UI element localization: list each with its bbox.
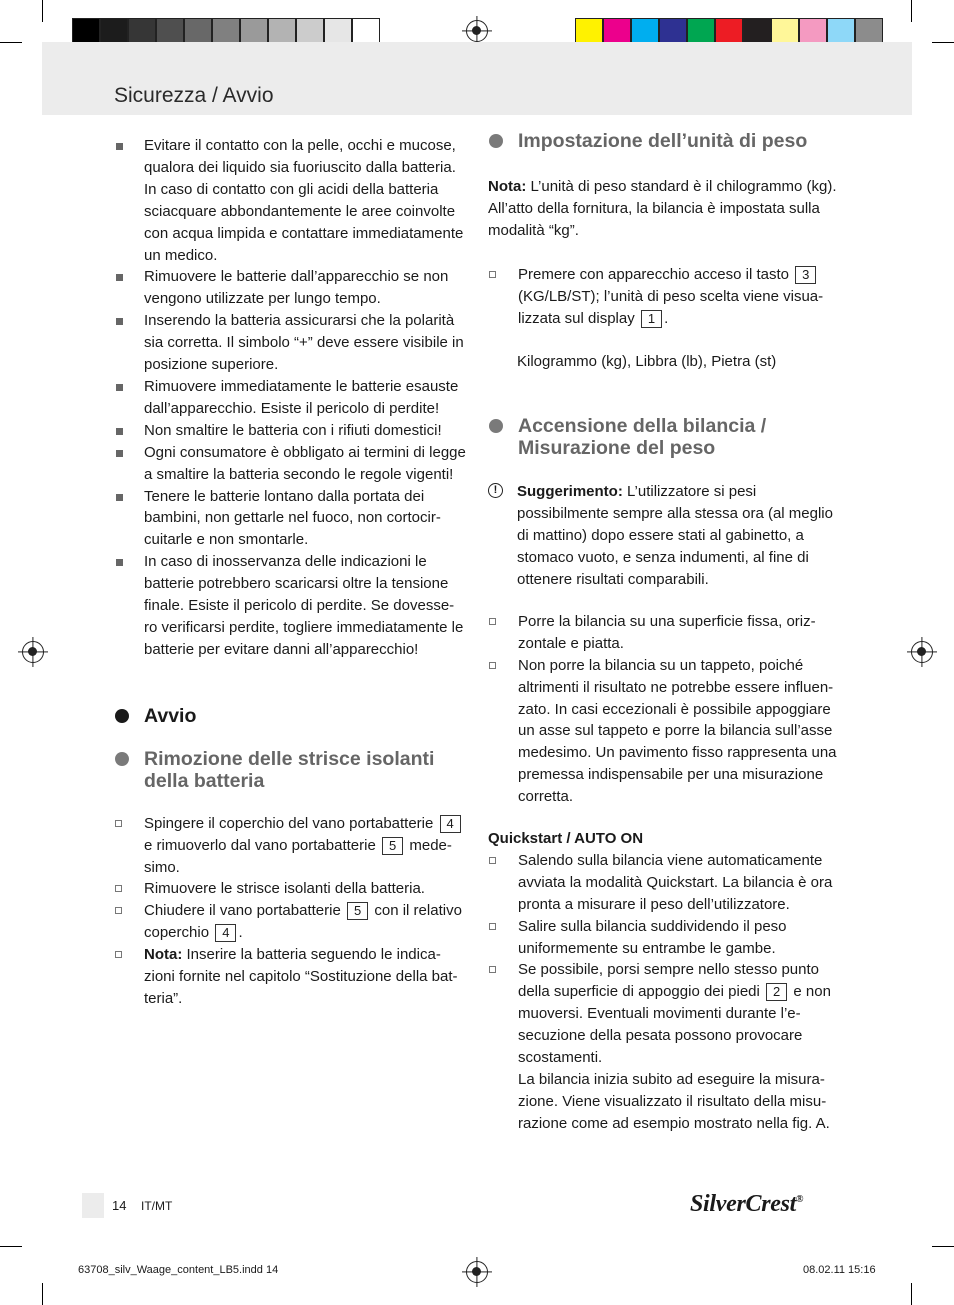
part-number-badge: 2 [766, 983, 787, 1001]
tip-block: ! Suggerimento: L’utilizzatore si pesi possibilmente sempre alla stessa ora (al meglio di mattino) dopo essere stati al gabinetto, a stomaco vuoto, e senza indumenti, al fine di ottenere risultati comparabili. [488, 481, 840, 591]
crop-mark [911, 0, 912, 22]
registration-mark-icon [911, 641, 933, 663]
part-number-badge: 4 [440, 815, 461, 833]
list-item: Porre la bilancia su una superficie fissa, oriz-zontale e piatta. [488, 611, 840, 655]
list-item: Ogni consumatore è obbligato ai termini di legge a smaltire la batteria secondo le regole vigenti! [114, 442, 466, 486]
list-item: Non smaltire le batteria con i rifiuti domestici! [114, 420, 466, 442]
registration-mark-icon [22, 641, 44, 663]
note-label: Nota: [488, 178, 527, 195]
list-item: Non porre la bilancia su un tappeto, poiché altrimenti il risultato ne potrebbe essere influen-zato. In casi eccezionali è possibile appoggiare un asse sul tappeto e porre la bilancia sull’asse medesimo. Un pavimento fisso rappresenta una premessa indispensabile per una misurazione corretta. [488, 655, 840, 808]
crop-mark [0, 42, 22, 43]
tip-label: Suggerimento: [517, 483, 623, 501]
battery-safety-list [114, 135, 466, 661]
crop-mark [42, 1283, 43, 1305]
part-number-badge: 1 [641, 310, 662, 328]
list-item: Rimuovere le batterie dall’apparecchio se non vengono utilizzate per lungo tempo. [114, 266, 466, 310]
crop-mark [932, 42, 954, 43]
list-item: Salendo sulla bilancia viene automaticamente avviata la modalità Quickstart. La bilancia è ora pronta a misurare il peso dell’utilizzatore. [488, 850, 840, 916]
list-item: Premere con apparecchio acceso il tasto 3 (KG/LB/ST); l’unità di peso scelta viene visua-lizzata sul display 1 . [488, 264, 840, 330]
date-info: 08.02.11 15:16 [803, 1264, 876, 1276]
list-item: Evitare il contatto con la pelle, occhi e mucose, qualora dei liquido sia fuoriuscito dalla batteria. In caso di contatto con gli acidi della batteria sciacquare abbondantemente le aree coinvolte con acqua limpida e contattare immediatamente un medico. [114, 135, 466, 266]
crop-mark [0, 1246, 22, 1247]
weight-unit-steps [488, 264, 840, 330]
weight-unit-heading: Impostazione dell’unità di peso [488, 130, 840, 152]
placement-list [488, 611, 840, 808]
quickstart-steps [488, 850, 840, 1135]
power-on-heading: Accensione della bilancia / Misurazione del peso [488, 415, 840, 459]
crop-mark [911, 1283, 912, 1305]
crop-mark [932, 1246, 954, 1247]
page-title: Sicurezza / Avvio [114, 84, 274, 107]
note-label: Nota: [144, 946, 183, 964]
unit-options: Kilogrammo (kg), Libbra (lb), Pietra (st) [517, 353, 777, 371]
quickstart-heading: Quickstart / AUTO ON [488, 830, 644, 848]
strip-removal-steps [114, 813, 466, 1010]
page-number: 14 [112, 1198, 127, 1213]
part-number-badge: 5 [347, 902, 368, 920]
brand-logo: SilverCrest® [690, 1191, 804, 1217]
language-code: IT/MT [141, 1199, 173, 1213]
list-item: In caso di inosservanza delle indicazioni le batterie potrebbero scaricarsi oltre la tensione finale. Esiste il pericolo di perdite. Se dovesse-ro verificarsi perdite, togliere immediatamente le batterie per evitare danni all’apparecchio! [114, 551, 466, 661]
list-item: Salire sulla bilancia suddividendo il peso uniformemente su entrambe le gambe. [488, 916, 840, 960]
list-item: Nota: Inserire la batteria seguendo le indica-zioni fornite nel capitolo “Sostituzione della bat-teria”. [114, 944, 466, 1010]
file-info: 63708_silv_Waage_content_LB5.indd 14 [78, 1264, 279, 1276]
strip-removal-heading: Rimozione delle strisce isolanti della batteria [114, 748, 466, 792]
page-number-tab [82, 1193, 104, 1218]
list-item: Rimuovere immediatamente le batterie esauste dall’apparecchio. Esiste il pericolo di perdite! [114, 376, 466, 420]
part-number-badge: 3 [795, 266, 816, 284]
list-item: Rimuovere le strisce isolanti della batteria. [114, 878, 466, 900]
crop-mark [42, 0, 43, 22]
weight-unit-note: Nota: L’unità di peso standard è il chilogrammo (kg). All’atto della fornitura, la bilancia è impostata sulla modalità “kg”. [488, 178, 837, 239]
left-column [114, 135, 466, 1010]
list-item: Se possibile, porsi sempre nello stesso punto della superficie di appoggio dei piedi 2 e non muoversi. Eventuali movimenti durante l’e-secuzione della pesata possono provocare scostamenti. La bilancia inizia subito ad eseguire la misura-zione. Viene visualizzato il risultato della misu-razione come ad esempio mostrato nella fig. A. [488, 959, 840, 1134]
list-item: Spingere il coperchio del vano portabatterie 4 e rimuoverlo dal vano portabatterie 5 mede-simo. [114, 813, 466, 879]
list-item: Inserendo la batteria assicurarsi che la polarità sia corretta. Il simbolo “+” deve essere visibile in posizione superiore. [114, 310, 466, 376]
part-number-badge: 5 [382, 837, 403, 855]
registration-mark-icon [466, 1261, 488, 1283]
registration-mark-icon [466, 20, 488, 42]
part-number-badge: 4 [215, 924, 236, 942]
avvio-heading: Avvio [114, 705, 466, 727]
list-item: Tenere le batterie lontano dalla portata dei bambini, non gettarle nel fuoco, non cortocir-cuitarle e non smontarle. [114, 486, 466, 552]
exclamation-icon: ! [488, 483, 503, 498]
right-column [488, 130, 840, 1135]
list-item: Chiudere il vano portabatterie 5 con il relativo coperchio 4 . [114, 900, 466, 944]
